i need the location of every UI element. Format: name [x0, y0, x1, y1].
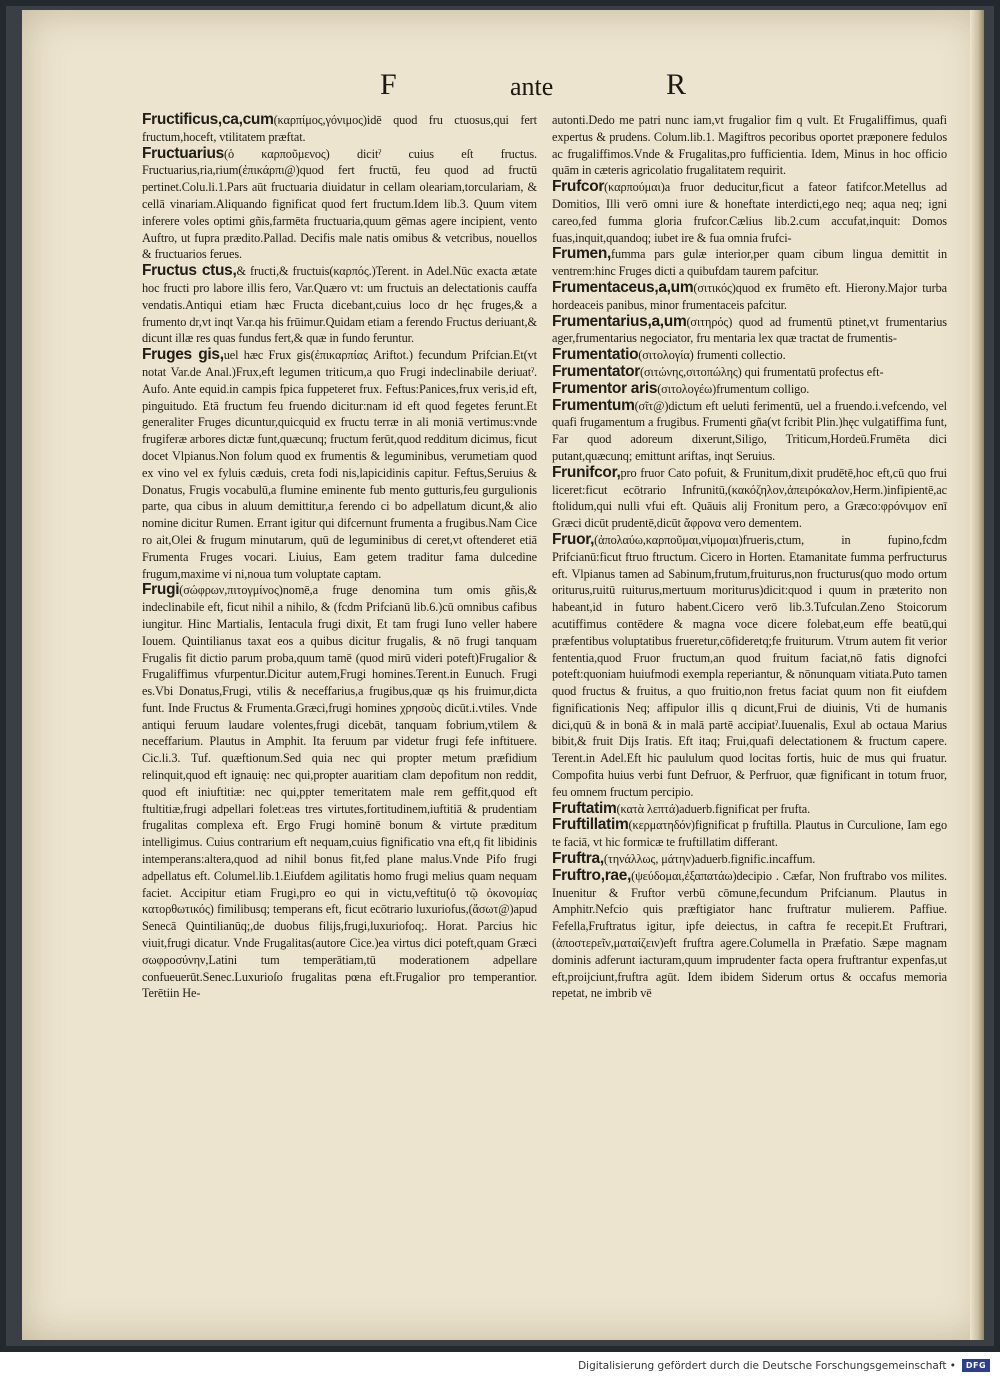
running-head-right: R [666, 68, 687, 101]
running-head [22, 68, 984, 108]
dictionary-entry [552, 381, 947, 398]
dictionary-entry [552, 280, 947, 314]
headword: Frumentarius,a,um [552, 312, 687, 330]
dictionary-entry [552, 347, 947, 364]
entry-text: (κατὰ λεπτά)aduerb.fignificat per frufta. [616, 801, 811, 816]
headword: Frugi [142, 581, 180, 599]
headword: Fruftra, [552, 850, 604, 868]
dictionary-entry [142, 112, 537, 146]
entry-text: fumma pars gulæ interior,per quam cibum lingua demittit in ventrem:hinc Fruges dicti a quibufdam taurem pafcitur. [552, 247, 947, 279]
headword: Frumentaceus,a,um [552, 278, 694, 296]
dictionary-entry [552, 851, 947, 868]
dfg-logo: DFG [962, 1359, 990, 1372]
headword: Fruor, [552, 530, 595, 548]
headword: Fruftillatim [552, 816, 629, 834]
dictionary-entry [552, 817, 947, 851]
entry-text: (ἀπολαύω,καρποῦμαι,νίμομαι)frueris,ctum, in fupino,fcdm Prifcianū:ficut ftruo ftructum. Cicero in Horten. Etamanitate fumma perfructurus eft. Vlpianus tamen ad Sabinum,frutum,fruiturus,non fructurus(quo modo ortum oriturus,ruitū ruiturus,mertuum moriturus)dicit:quod i quum in præterito non habeant,id in futuro habent.Cicero verō lib.3.Tufculan.Zeno Stoicorum acutiffimus contēdere & magna voce dicere folebat,eum effe beatū,qui præfentibus voluptatibus frueretur,cōfideretq;fe fruiturum. Vtrum autem fit verior fententia,quod Fruor fructum,an quod fruitum faciat,nō fatis dignofci poteft:quoniam huiufmodi exempla reperiantur, & nōnunquam vitiata.Puto tamen quod fructus & fruitus, a quo fruitio,non fretus faciat quum non fit eiufdem fignificationis Neq; affipulor illis q dicunt,Frui de diuinis, Vti de humanis dici,quū & in bonā & in malā partē accipiatˀ.Iuuenalis, Exul ab octaua Marius bibit,& fruit Dijs Iratis. Eft itaq; Frui,quafi delectationem & fructum capere. Terent.in Adel.Eft hic paululum quod locitas fortis, huic de mus qui fruatur. Compofita huius verbi funt Defruor, & Perfruor, quæ fignificant in totum fruor, feu omnem fructum percipio. [552, 532, 947, 799]
headword: Frumentum [552, 396, 635, 414]
dictionary-entry [552, 314, 947, 348]
headword: Fruftatim [552, 799, 617, 817]
dictionary-entry [142, 263, 537, 347]
entry-text: (καρπίμος,γόνιμος)idē quod fru ctuosus,qui fert fructum,hoceft, vtilitatem præftat. [142, 113, 537, 144]
running-head-middle: ante [510, 72, 554, 101]
dictionary-entry [552, 801, 947, 818]
headword: Fruftro,rae, [552, 866, 632, 884]
entry-text: (σιτολογία) frumenti collectio. [638, 348, 786, 363]
dictionary-entry [552, 868, 947, 1002]
dictionary-entry [142, 347, 537, 582]
entry-text: (σιτηρός) quod ad frumentū ptinet,vt frumentarius ager,frumentarius negociator, fru mentaria lex quæ tractat de frumentis- [552, 314, 947, 346]
funding-credit: Digitalisierung gefördert durch die Deutsche Forschungsgemeinschaft • [578, 1360, 956, 1372]
dictionary-entry [552, 112, 947, 179]
footer-bar [0, 1352, 1000, 1380]
dictionary-entry [552, 179, 947, 246]
dictionary-entry [142, 582, 537, 1002]
dictionary-entry [552, 398, 947, 465]
book-page [22, 10, 984, 1340]
entry-text: uel hæc Frux gis(ἐπικαρπίας Ariftot.) fecundum Prifcian.Et(vt notat Var.de Anal.)Frux,eft legumen triticum,a quo Frugi indeclinabile deriuatˀ. Aufo. Ante equid.in campis fpica fuppeteret frux. Feftus:Panices,frux veris,id eft, pinguitudo. Etā fructum feu fruendo dicitur:nam id eft quod fegetes ferunt.Et generaliter Fruges dicuntur,quicquid ex fructu terræ in ali moniā vertimus:vnde frugiferæ arbores dictæ funt,quæcunq; fructum ferūt,quod redditum dicimus, ficut docet Vlpianus.Non folum quod ex frumentis & leguminibus, verumetiam quod ex vino vel ex fyluis cæduis, creta fodi nis,lapicidinis capitur. Feftus,Seruius & Donatus, Frugis vocabulū,a flumine eminente fub mento gutturis,feu gurgulionis parte, qua cibus in aluum demittitur,a ferendo ci bo adpellatum dicunt,& alio nomine dicitur Rumen. Errant igitur qui difcernunt frumenta a frugibus.Nam Cice ro ait,Olei & frugum minutarum, quū de leguminibus di ceret,vt oftenderet etiā Frumenta Fruges vocari. Liuius, Eam getem traditur fama dulcedine frugum,maxime vi ni,noua tum voluptate captam. [142, 348, 537, 581]
headword: Fructuarius [142, 144, 224, 162]
entry-text: (ψεύδομαι,ἐξαπατάω)decipio . Cæfar, Non fruftrabo vos milites. Inuenitur & Fruftor verbū cōmune,fecundum Prifcianum. Plautus in Amphitr.Nefcio quis præftigiator hanc fruftratur mulierem. Paffiue. Fefella,Fruftratus igitur, ipfe deiectus, in caftra fe recepit.Et Fruftrari,(ἀποστερεῖν,ματαίζειν)eft fruftra agere.Columella in Præfatio. Sæpe magnam dominis adferunt iacturam,quum imprudenter facta opera fruftrantur expenfas,ut eft,proijciunt,fruftra agūt. Idem ibidem Siderum ortus & occafus memoria repetat, ne imbrib vē [552, 868, 947, 1001]
entry-text: (σιτώνης,σιτοπώλης) qui frumentatū profectus eft- [639, 364, 884, 379]
page-edge [970, 10, 984, 1340]
headword: Frumentator [552, 362, 640, 380]
entry-text: (σώφρων,πιτογμίνος)nomē,a fruge denomina tum omis gñis,& indeclinabile eft, ficut nihil a nihilo, & (fcdm Prifcianū lib.6.)cū omnibus cafibus iungitur. Hinc Martialis, Ientacula frugi dixit, Et tam frugi Iuno veller habere Iouem. Quintilianus taxat eos a quibus dicitur frugalis, & nō frugi tanquam Frugalis fit dictio parum proba,quum tamē (quod mirū videri poteft)Frugalior & Frugaliffimus vfurpentur.Dicitur autem,Frugi homines.Terent.in Eunuch. Frugi es.Vbi Donatus,Frugi, vtilis & neceffarius,a frugibus,quæ qs his fruimur,dicta funt. Inde Fructus & Frumenta.Græci,frugi homines χρησοὺς dicūt.i.vtiles. Vnde antiqui feruum laudare volentes,frugi dicebāt, tanquam fobrium,vtilem & neceffarium. Plautus in Amphit. Ita feruum par videtur frugi fefe inftituere. Cic.li.3. Tuf. quæftionum.Sed quia nec qui propter metum præfidium relinquit,quod eft ignauię: nec qui,propter auaritiam clam depofitum non reddit, quod eft iniuftitiæ: nec qui,ppter temeritatem male rem geffit,quod eft ftultitiæ,frugi adpellari folet:eas tres virtutes,fortitudinem,iuftitiā & prudentiam frugalitas complexa eft. Ergo Frugi hominē bonum & virtute præditum intelligimus. Cuius contrarium eft nequam,cuius fignificatio vna eft,q fit libidinis intemperans:altera,quod ad nihil bonus fit,fed plane malus.Vnde Pifo frugi adpellatus eft. Columel.lib.1.Eiufdem agilitatis homo frugi melius quam nequam faciet. Accipitur etiam Frugi,pro eo qui in victu,veftitu(ὁ τῷ ὀκονομίας κατορθωτικός) fimilibusq; temperans eft, ficut ecōtrario luxuriofus,(ἄσωτ@)apud Senecā Quintilianūq;,de duobus filijs,frugi,luxuriofoq;. Horat. Parcius hic viuit,frugi dicatur. Vnde Frugalitas(autore Cice.)ea virtus dici poteft,quam Græci σωφροσύνην,Latini tum temperātiam,tū moderationem adpellare confueuerūt.Senec.Luxurioſo frugalitas pœna eft.Frugalior pro temperantior. Terētiin He- [142, 583, 537, 1001]
headword: Fruges gis, [142, 346, 224, 364]
entry-text: (τηνάλλως, μάτην)aduerb.fignific.incaffum. [603, 852, 816, 867]
running-head-left: F [380, 68, 397, 101]
entry-text: (σιτολογέω)frumentum colligo. [657, 381, 810, 396]
right-column [552, 112, 947, 1002]
entry-text: autonti.Dedo me patri nunc iam,vt frugalior fim q vult. Et Frugaliffimus, quafi expertus & prudens. Colum.lib.1. Magiftros pecoribus oportet præponere fedulos ac frugaliffimos.Vnde & Frugalitas,pro fufficientia. Idem, Minus in hoc officio quām in cæteris agricolatio frugalitatem requirit. [552, 113, 947, 178]
headword: Fructificus,ca,cum [142, 111, 274, 128]
entry-text: & fructi,& fructuis(καρπός.)Terent. in Adel.Nūc exacta ætate hoc fructi pro labore illis fero, Var.Quæro vt: um fructuis an delectationis cauffa vendatis.Antiqui etiam hæc Fructa dicebant,cuius loco dr hęc fruges,& a frumento dr,vt inqt Var.qa his frūimur.Quidam etiam a ferendo Fructus deriuant,& dicunt illæ res quas fundus fert,& quæ in fundo feruntur. [142, 264, 537, 346]
headword: Frunifcor, [552, 463, 621, 481]
headword: Frumentor aris [552, 379, 658, 397]
entry-text: (κερματηδόν)fignificat p fruftilla. Plautus in Curculione, Iam ego te faciā, vt hic formicæ te fruftillatim differant. [552, 818, 947, 850]
dictionary-entry [552, 246, 947, 280]
dictionary-entry [552, 532, 947, 801]
headword: Frumentatio [552, 346, 639, 364]
entry-text: (καρπούμαι)a fruor deducitur,ficut a fateor fatifcor.Metellus ad Domitios, Illi verō omni iure & honeftate interdicti,ego neq; aqua neq; igni careo,fed fumma gloria frufcor.Cælius lib.2.cum accufat,inquit: Domos fuas,inquit,quandoq; iubet ire & fua omnia frufci- [552, 180, 947, 245]
dictionary-entry [552, 465, 947, 532]
left-column [142, 112, 537, 1002]
entry-text: (σῖτ@)dictum eft ueluti ferimentū, uel a fruendo.i.vefcendo, vel quafi frugamentum a frugibus. Frumenti gña(vt fcribit Plin.)hęc vulgatiffima funt, Far quod adoreum dixerunt,Siligo, Triticum,Hordeū.Frumēta dici putant,quæcunq; emittunt ariftas, inqt Seruius. [552, 398, 947, 463]
dictionary-entry [552, 364, 947, 381]
dictionary-entry [142, 146, 537, 264]
headword: Frufcor [552, 178, 605, 196]
entry-text: pro fruor Cato pofuit, & Frunitum,dixit prudētē,hoc eft,cū quo frui liceret:ficut ecōtrario Infrunitū,(κακόζηλον,ἀπειρόκαλον,Herm.)infipientē,ac ftolidum,qui nulli vfui eft. Quāuis alij Fronitum pero, a Græco:φρόνιμον enī Græci dicūt prudentē,dicūt ἄφρονα vero dementem. [552, 465, 947, 531]
entry-text: (σιτικός)quod ex frumēto eft. Hierony.Major turba hordeaceis panibus, minor frumentaceis pafcitur. [552, 280, 947, 312]
entry-text: (ὁ καρποῦμενος) dicitˀ cuius eſt fructus. Fructuarius,ria,rium(ἐπικάρπι@)quod fert fructū, feu quod ad fructū pertinet.Colu.li.1.Pars aūt fructuaria diuidatur in cellam oleariam,torculariam, & cellā vinariam.Aliquando fignificat quod fert fructum.Idem lib.3. Quum vitem inferere voles optimi gñis,farmēta fructuaria,quum gēmas agere incipient, vento Auftro, ut fupra prædito.Pallad. Decifis male natis omibus & vetcribus, nouellos & fructuarios ferues. [142, 146, 537, 262]
headword: Frumen, [552, 245, 612, 263]
headword: Fructus ctus, [142, 262, 237, 280]
